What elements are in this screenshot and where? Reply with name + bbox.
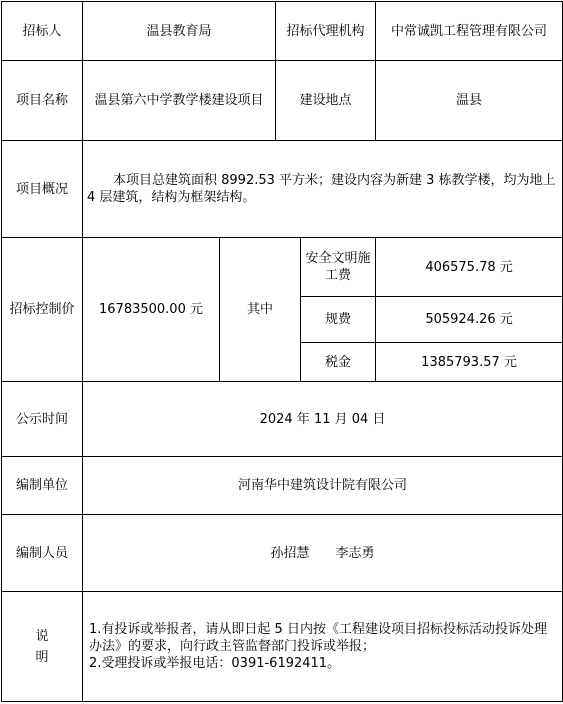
location-label: 建设地点 (276, 61, 376, 141)
notes-label-char-1: 说 (35, 628, 49, 644)
row-compilers (2, 515, 563, 592)
location-value: 温县 (376, 61, 563, 141)
tax-label: 税金 (301, 343, 376, 382)
tender-info-table (1, 1, 563, 702)
price-label: 招标控制价 (2, 238, 83, 382)
compiler-unit-label: 编制单位 (2, 457, 83, 515)
price-value: 16783500.00 元 (83, 238, 220, 382)
agency-value: 中常诚凯工程管理有限公司 (376, 2, 563, 61)
row-project-name (2, 61, 563, 141)
tax-value: 1385793.57 元 (376, 343, 563, 382)
overview-label: 项目概况 (2, 141, 83, 238)
row-price-safety (2, 238, 563, 297)
compilers-value: 孙招慧 李志勇 (83, 515, 563, 592)
notes-value (83, 592, 563, 702)
of-which-label: 其中 (220, 238, 301, 382)
overview-value: 本项目总建筑面积 8992.53 平方米；建设内容为新建 3 栋教学楼，均为地上 4 层建筑，结构为框架结构。 (83, 141, 563, 238)
notes-label (2, 592, 83, 702)
tenderer-label: 招标人 (2, 2, 83, 61)
publicity-label: 公示时间 (2, 382, 83, 457)
row-compiler-unit (2, 457, 563, 515)
project-name-value: 温县第六中学教学楼建设项目 (83, 61, 276, 141)
tenderer-value: 温县教育局 (83, 2, 276, 61)
row-overview (2, 141, 563, 238)
fees-value: 505924.26 元 (376, 297, 563, 343)
project-name-label: 项目名称 (2, 61, 83, 141)
agency-label: 招标代理机构 (276, 2, 376, 61)
safety-fee-label: 安全文明施工费 (301, 238, 376, 297)
safety-fee-value: 406575.78 元 (376, 238, 563, 297)
row-notes (2, 592, 563, 702)
publicity-value: 2024 年 11 月 04 日 (83, 382, 563, 457)
notes-line-2: 2.受理投诉或举报电话：0391-6192411。 (89, 656, 341, 671)
notes-line-1: 1.有投诉或举报者，请从即日起 5 日内按《工程建设项目招标投标活动投诉处理办法》的要求，向行政主管监督部门投诉或举报； (89, 622, 547, 654)
row-publicity (2, 382, 563, 457)
compiler-unit-value: 河南华中建筑设计院有限公司 (83, 457, 563, 515)
compilers-label: 编制人员 (2, 515, 83, 592)
notes-label-char-2: 明 (35, 649, 49, 665)
row-tenderer (2, 2, 563, 61)
fees-label: 规费 (301, 297, 376, 343)
